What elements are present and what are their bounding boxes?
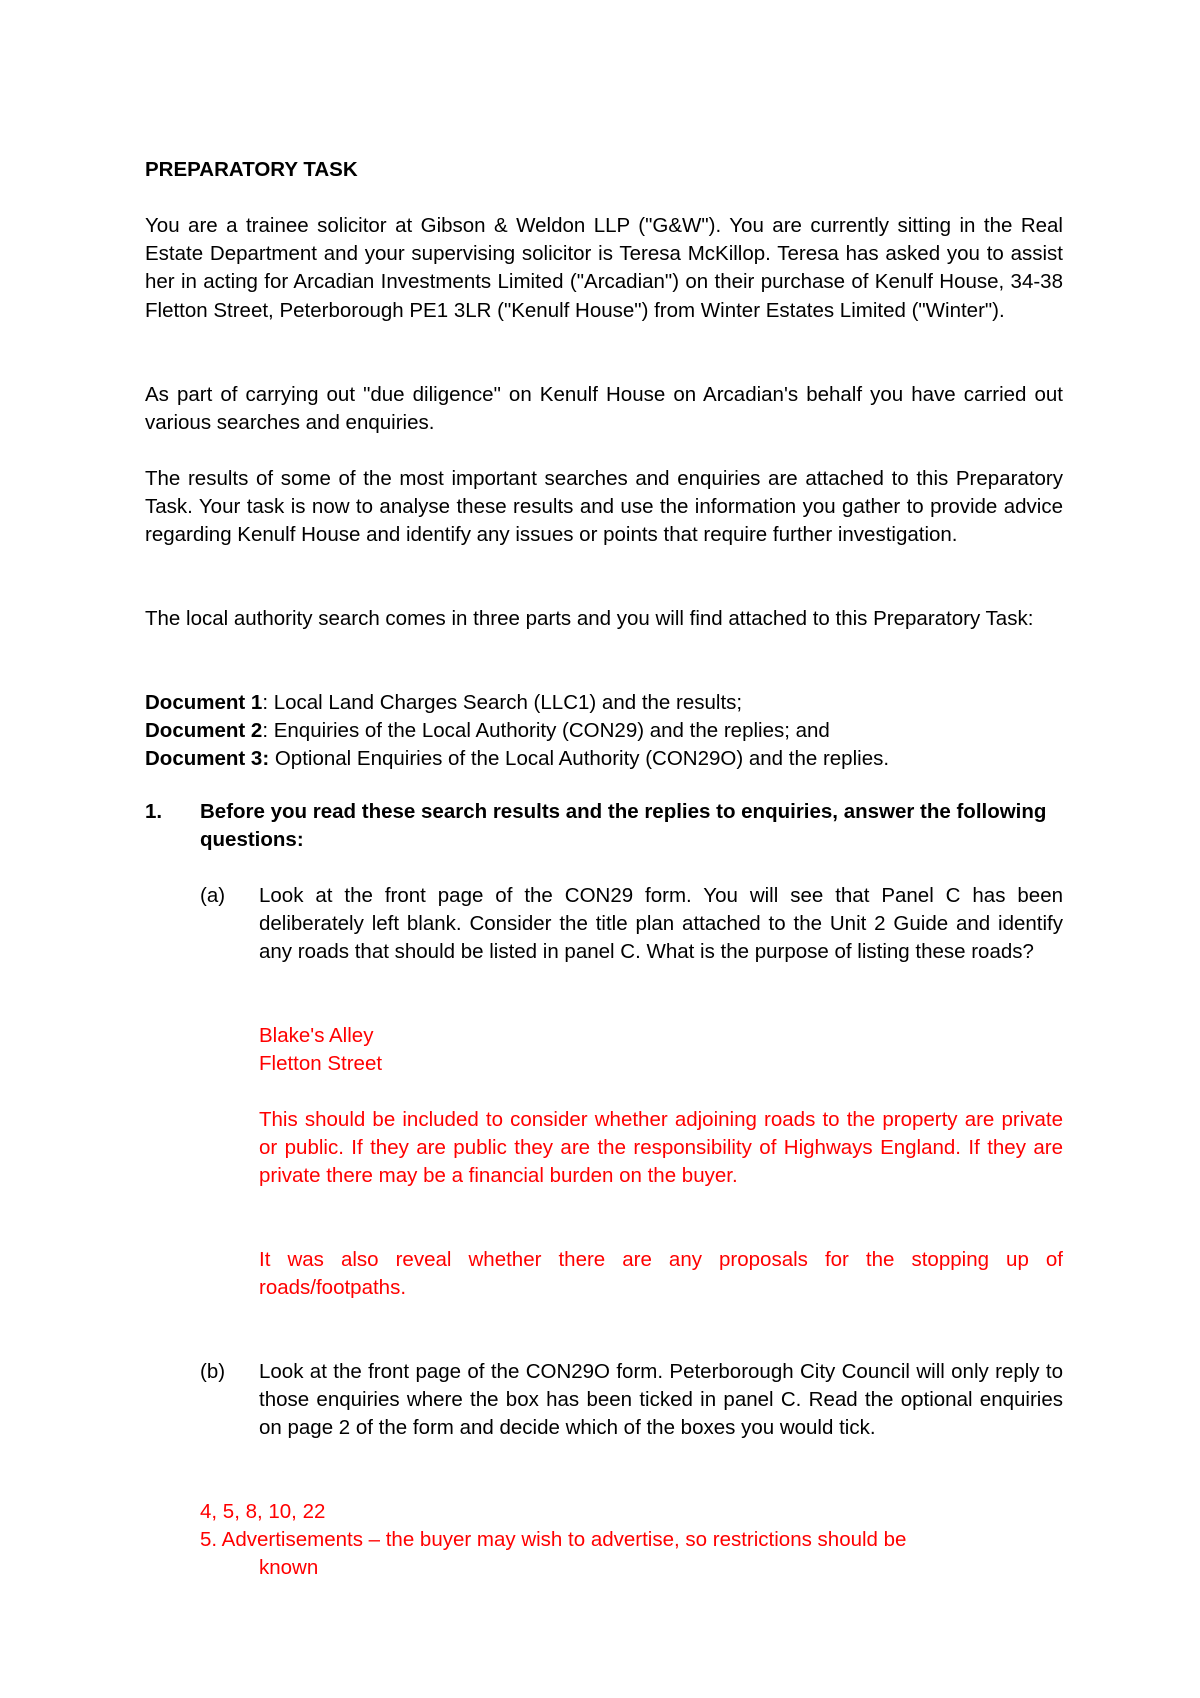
answer-a-paragraph-2: It was also reveal whether there are any proposals for the stopping up of roads/footpaths.	[259, 1248, 1063, 1300]
page-title: PREPARATORY TASK	[145, 158, 358, 181]
answer-road-1: Blake's Alley	[259, 1024, 374, 1047]
document-list-item-2	[145, 717, 1063, 745]
subquestion-a-text: Look at the front page of the CON29 form. You will see that Panel C has been deliberately left blank. Consider the title plan attached to the Unit 2 Guide and identify any roads that should be listed in panel C. What is the purpose of listing these roads?	[259, 884, 1063, 964]
results-paragraph: The results of some of the most important searches and enquiries are attached to this Preparatory Task. Your task is now to analyse these results and use the information you gather to provide advice regarding Kenulf House and identify any issues or points that require further investigation.	[145, 467, 1063, 547]
document-description: Local Land Charges Search (LLC1) and the results;	[268, 691, 743, 714]
answer-a-paragraph-1: This should be included to consider whether adjoining roads to the property are private or public. If they are public they are the responsibility of Highways England. If they are private there may be a financial burden on the buyer.	[259, 1108, 1063, 1188]
document-description: Enquiries of the Local Authority (CON29) and the replies; and	[268, 719, 830, 742]
document-label: Document 1	[145, 691, 263, 714]
document-description: Optional Enquiries of the Local Authority (CON29O) and the replies.	[269, 747, 890, 770]
answer-b-item-5-continuation: known	[259, 1556, 319, 1580]
subquestion-b-text: Look at the front page of the CON29O form. Peterborough City Council will only reply to those enquiries where the box has been ticked in panel C. Read the optional enquiries on page 2 of the form and decide which of the boxes you would tick.	[259, 1360, 1063, 1440]
document-separator: :	[262, 719, 269, 742]
document-label: Document 3:	[145, 747, 270, 770]
answer-b-item-5	[200, 1526, 1063, 1582]
answer-b-numbers: 4, 5, 8, 10, 22	[200, 1500, 326, 1523]
subquestion-a-label: (a)	[200, 884, 226, 907]
due-diligence-paragraph: As part of carrying out "due diligence" on Kenulf House on Arcadian's behalf you have carried out various searches and enquiries.	[145, 383, 1063, 435]
document-separator: :	[262, 691, 269, 714]
question-number: 1.	[145, 800, 163, 823]
question-text: Before you read these search results and the replies to enquiries, answer the following questions:	[200, 800, 1047, 852]
document-label: Document 2	[145, 719, 263, 742]
answer-road-2: Fletton Street	[259, 1052, 383, 1075]
document-list-item-1	[145, 689, 1063, 717]
subquestion-b-label: (b)	[200, 1360, 226, 1383]
document-list-item-3	[145, 745, 1063, 773]
local-search-paragraph: The local authority search comes in three parts and you will find attached to this Preparatory Task:	[145, 607, 1034, 630]
intro-paragraph: You are a trainee solicitor at Gibson & Weldon LLP ("G&W"). You are currently sitting in the Real Estate Department and your supervising solicitor is Teresa McKillop. Teresa has asked you to assist her in acting for Arcadian Investments Limited ("Arcadian") on their purchase of Kenulf House, 34-38 Fletton Street, Peterborough PE1 3LR ("Kenulf House") from Winter Estates Limited ("Winter").	[145, 214, 1063, 322]
answer-b-item-5-first-line: 5. Advertisements – the buyer may wish to advertise, so restrictions should be	[200, 1528, 907, 1551]
